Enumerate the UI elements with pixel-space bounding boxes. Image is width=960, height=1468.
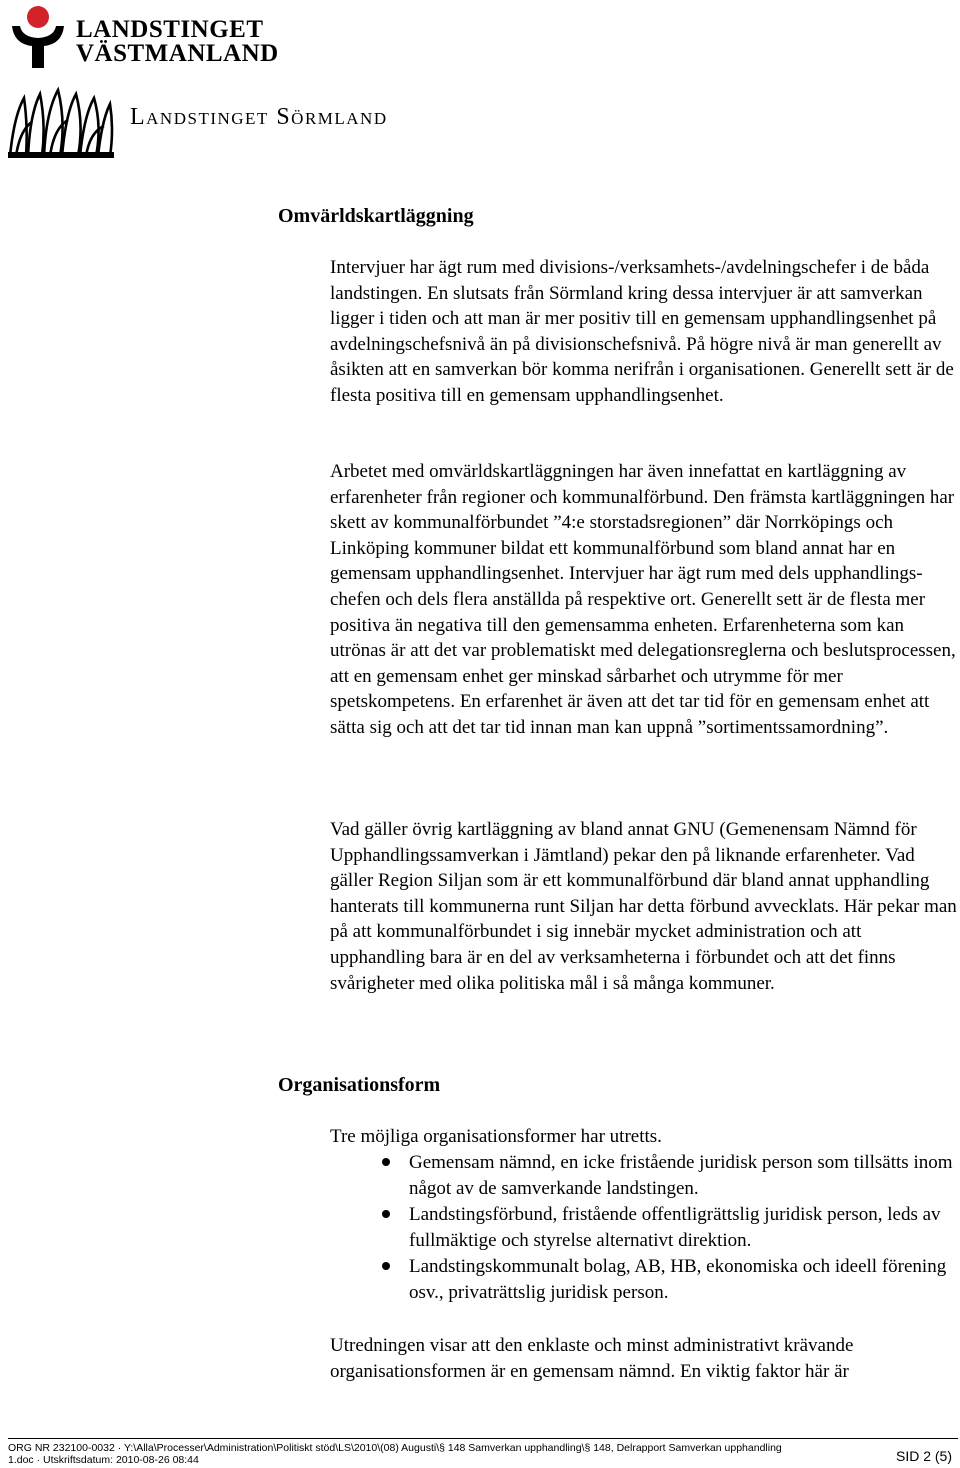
vastmanland-line1: LANDSTINGET [76,16,264,43]
logo-landstinget-sormland [6,86,426,162]
section-heading-omvarldskartlaggning: Omvärldskartläggning [278,205,474,227]
sormland-logo-text: Landstinget Sörmland [130,104,388,130]
paragraph-closing: Utredningen visar att den enklaste och minst administrativt krävande organisationsformen är en gemensam nämnd. En viktig faktor här är [330,1335,854,1382]
footer-print-date: 1.doc · Utskriftsdatum: 2010-08-26 08:44 [8,1454,199,1466]
paragraph-intro: Tre möjliga organisationsformer har utretts. [330,1126,662,1147]
vastmanland-emblem-icon [8,4,70,68]
paragraph-arbetet: Arbetet med omvärldskartläggningen har även innefattat en kartläggning av erfarenheter från regioner och kommunalförbund. Den främsta kartläggningen har skett av kommunalförbundet ”4:e storstadsregionen” där Norrköpings och Linköping kommuner bildat ett kommunalförbund som bland annat har en gemensam upphandlingsenhet. Intervjuer har ägt rum med dels upphandlings-chefen och dels flera anställda på respektive ort. Generellt sett är de flesta mer positiva än negativa till den gemensamma enheten. Erfarenheterna som kan utrönas är att det var problematiskt med delegationsreglerna och beslutsprocessen, att en gemensam enhet ger minskad sårbarhet och utrymme för mer spetskompetens. En erfarenhet är även att det tar tid för en gemensam enhet att sätta sig och att det tar tid innan man kan uppnå ”sortimentssamordning”. [330,461,956,738]
list-item: Landstingskommunalt bolag, AB, HB, ekonomiska och ideell förening osv., privaträttslig juridisk person. [330,1254,960,1305]
list-item: Landstingsförbund, fristående offentligrättslig juridisk person, leds av fullmäktige och styrelse alternativt direktion. [330,1202,960,1253]
paragraph-intervjuer: Intervjuer har ägt rum med divisions-/verksamhets-/avdelningschefer i de båda landstingen. En slutsats från Sörmland kring dessa intervjuer är att samverkan ligger i tiden och att man är mer positiv till en gemensam upphandlingsenhet på avdelningschefsnivå än på divisionschefsnivå. På högre nivå är man generellt av åsikten att en samverkan bör komma nerifrån i organisationen. Generellt sett är de flesta positiva till en gemensam upphandlingsenhet. [330,257,954,406]
bullet-icon [382,1262,390,1270]
sormland-crown-icon [6,86,116,162]
footer-document-info [8,1442,868,1466]
logo-landstinget-vastmanland [8,4,279,68]
vastmanland-logo-text [76,18,279,66]
organisation-form-list [330,1150,960,1307]
footer-divider [8,1438,958,1439]
paragraph-ovrig-kartlaggning: Vad gäller övrig kartläggning av bland annat GNU (Gemenensam Nämnd för Upphandlingssamverkan i Jämtland) pekar den på liknande erfarenheter. Vad gäller Region Siljan som är ett kommunalförbund där bland annat upphandling hanterats till kommunerna runt Siljan har detta förbund avvecklats. Här pekar man på att kommunalförbundet i sig innebär mycket administration och att upphandling bara är en del av verksamheterna i förbundet och att det finns svårigheter med olika politiska mål i så många kommuner. [330,819,957,994]
vastmanland-line2: VÄSTMANLAND [76,40,279,67]
section-heading-organisationsform: Organisationsform [278,1074,441,1096]
page-number: SID 2 (5) [895,1448,952,1464]
bullet-icon [382,1210,390,1218]
bullet-icon [382,1158,390,1166]
footer-path: ORG NR 232100-0032 · Y:\Alla\Processer\Administration\Politiskt stöd\LS\2010\(08) Augusti\§ 148 Samverkan upphandling\§ 148, Delrapport Samverkan upphandling [8,1442,782,1454]
list-item: Gemensam nämnd, en icke fristående juridisk person som tillsätts inom något av de samverkande landstingen. [330,1150,960,1201]
